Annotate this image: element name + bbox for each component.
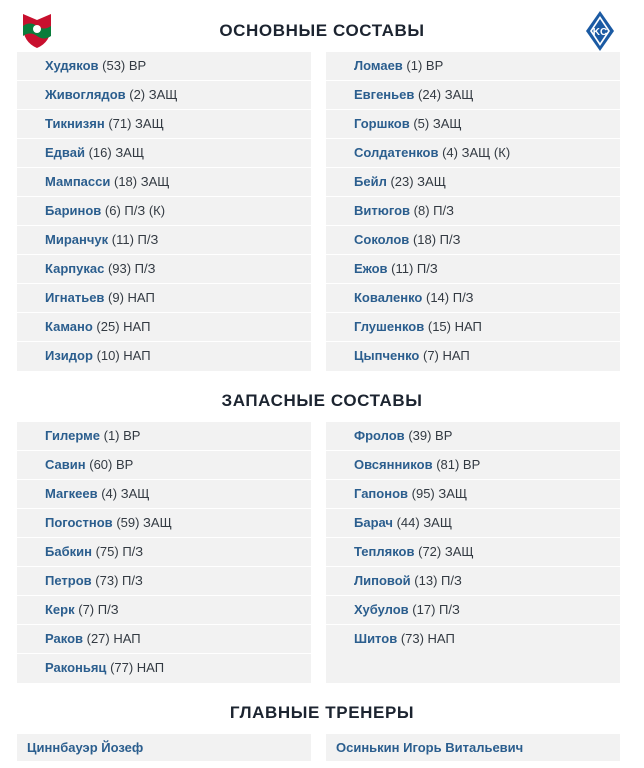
player-number-position: (95) ЗАЩ	[411, 486, 468, 501]
player-row	[326, 538, 620, 567]
player-row	[326, 625, 620, 654]
player-name-link[interactable]: Карпукас	[45, 261, 105, 276]
player-number-position: (17) П/З	[412, 602, 460, 617]
subs-away-list	[326, 422, 620, 683]
player-number-position: (7) П/З	[78, 602, 119, 617]
player-name-link[interactable]: Магкеев	[45, 486, 98, 501]
player-name-link[interactable]: Ломаев	[354, 58, 403, 73]
starting-lineups-title: ОСНОВНЫЕ СОСТАВЫ	[219, 21, 425, 40]
player-row	[326, 567, 620, 596]
player-number-position: (73) НАП	[400, 631, 455, 646]
player-number-position: (18) П/З	[412, 232, 461, 247]
player-name-link[interactable]: Цыпченко	[354, 348, 420, 363]
player-row	[17, 197, 311, 226]
player-number-position: (75) П/З	[95, 544, 144, 559]
player-number-position: (7) НАП	[422, 348, 470, 363]
player-name-link[interactable]: Игнатьев	[45, 290, 105, 305]
player-name-link[interactable]: Едвай	[45, 145, 85, 160]
player-name-link[interactable]: Липовой	[354, 573, 411, 588]
player-row	[326, 255, 620, 284]
player-row	[326, 422, 620, 451]
player-name-link[interactable]: Глушенков	[354, 319, 425, 334]
player-row	[326, 81, 620, 110]
player-row	[326, 226, 620, 255]
player-number-position: (39) ВР	[408, 428, 453, 443]
player-name-link[interactable]: Горшков	[354, 116, 410, 131]
player-name-link[interactable]: Гилерме	[45, 428, 100, 443]
player-number-position: (6) П/З (К)	[104, 203, 166, 218]
player-name-link[interactable]: Бабкин	[45, 544, 92, 559]
player-row	[17, 284, 311, 313]
player-number-position: (25) НАП	[96, 319, 151, 334]
player-row	[17, 451, 311, 480]
player-name-link[interactable]: Хубулов	[354, 602, 409, 617]
player-row	[17, 81, 311, 110]
player-number-position: (27) НАП	[86, 631, 141, 646]
player-row	[326, 342, 620, 371]
substitutes-title: ЗАПАСНЫЕ СОСТАВЫ	[221, 391, 423, 410]
player-name-link[interactable]: Гапонов	[354, 486, 409, 501]
player-row	[17, 168, 311, 197]
player-name-link[interactable]: Камано	[45, 319, 93, 334]
starting-away-list	[326, 52, 620, 371]
player-number-position: (24) ЗАЩ	[418, 87, 474, 102]
player-number-position: (14) П/З	[426, 290, 474, 305]
player-number-position: (15) НАП	[427, 319, 482, 334]
player-number-position: (23) ЗАЩ	[390, 174, 446, 189]
player-name-link[interactable]: Савин	[45, 457, 86, 472]
player-name-link[interactable]: Миранчук	[45, 232, 109, 247]
player-number-position: (77) НАП	[110, 660, 165, 675]
player-name-link[interactable]: Фролов	[354, 428, 405, 443]
player-row	[326, 480, 620, 509]
player-name-link[interactable]: Евгеньев	[354, 87, 415, 102]
player-row	[17, 226, 311, 255]
player-row	[17, 480, 311, 509]
player-row	[17, 52, 311, 81]
player-name-link[interactable]: Тикнизян	[45, 116, 105, 131]
player-row	[326, 313, 620, 342]
player-name-link[interactable]: Солдатенков	[354, 145, 439, 160]
head-coaches-title: ГЛАВНЫЕ ТРЕНЕРЫ	[229, 703, 415, 722]
player-row	[326, 596, 620, 625]
player-number-position: (53) ВР	[102, 58, 147, 73]
starting-home-list	[17, 52, 311, 371]
player-name-link[interactable]: Овсянников	[354, 457, 433, 472]
player-name-link[interactable]: Шитов	[354, 631, 398, 646]
player-name-link[interactable]: Раков	[45, 631, 83, 646]
player-row	[17, 313, 311, 342]
player-row	[326, 197, 620, 226]
player-row	[17, 255, 311, 284]
player-number-position: (11) П/З	[391, 261, 438, 276]
player-name-link[interactable]: Тепляков	[354, 544, 415, 559]
player-number-position: (59) ЗАЩ	[116, 515, 172, 530]
player-number-position: (2) ЗАЩ	[129, 87, 178, 102]
away-coach[interactable]: Осинькин Игорь Витальевич	[326, 734, 620, 761]
player-number-position: (8) П/З	[413, 203, 454, 218]
subs-home-list	[17, 422, 311, 683]
player-row	[17, 509, 311, 538]
player-number-position: (9) НАП	[108, 290, 155, 305]
player-name-link[interactable]: Барач	[354, 515, 393, 530]
player-row	[17, 567, 311, 596]
player-row	[326, 168, 620, 197]
player-name-link[interactable]: Раконьяц	[45, 660, 107, 675]
player-number-position: (72) ЗАЩ	[418, 544, 474, 559]
player-name-link[interactable]: Бейл	[354, 174, 387, 189]
player-number-position: (4) ЗАЩ	[101, 486, 150, 501]
player-name-link[interactable]: Мампасси	[45, 174, 111, 189]
player-number-position: (1) ВР	[103, 428, 141, 443]
player-name-link[interactable]: Ежов	[354, 261, 388, 276]
player-row	[17, 654, 311, 683]
player-number-position: (93) П/З	[107, 261, 156, 276]
player-row	[17, 625, 311, 654]
player-name-link[interactable]: Живоглядов	[45, 87, 126, 102]
krylia-sovetov-logo-text: KC	[592, 27, 608, 38]
player-row	[326, 509, 620, 538]
player-row	[17, 538, 311, 567]
player-row	[17, 139, 311, 168]
player-name-link[interactable]: Баринов	[45, 203, 102, 218]
player-row	[326, 139, 620, 168]
player-row	[17, 596, 311, 625]
player-name-link[interactable]: Коваленко	[354, 290, 423, 305]
player-row	[326, 451, 620, 480]
player-row	[326, 284, 620, 313]
player-name-link[interactable]: Петров	[45, 573, 92, 588]
player-number-position: (60) ВР	[89, 457, 134, 472]
player-number-position: (73) П/З	[95, 573, 143, 588]
player-number-position: (5) ЗАЩ	[413, 116, 462, 131]
player-number-position: (81) ВР	[436, 457, 481, 472]
player-row	[17, 110, 311, 139]
player-row	[326, 52, 620, 81]
player-number-position: (11) П/З	[111, 232, 159, 247]
player-number-position: (4) ЗАЩ (К)	[442, 145, 511, 160]
player-number-position: (10) НАП	[96, 348, 151, 363]
player-name-link[interactable]: Керк	[45, 602, 75, 617]
player-number-position: (13) П/З	[414, 573, 462, 588]
player-number-position: (71) ЗАЩ	[108, 116, 164, 131]
player-row	[17, 342, 311, 371]
player-row	[17, 422, 311, 451]
player-number-position: (16) ЗАЩ	[88, 145, 145, 160]
player-name-link[interactable]: Изидор	[45, 348, 93, 363]
player-number-position: (44) ЗАЩ	[396, 515, 453, 530]
player-name-link[interactable]: Худяков	[45, 58, 99, 73]
home-coach[interactable]: Циннбауэр Йозеф	[17, 734, 311, 761]
player-number-position: (1) ВР	[406, 58, 444, 73]
player-row	[326, 110, 620, 139]
player-name-link[interactable]: Витюгов	[354, 203, 411, 218]
player-number-position: (18) ЗАЩ	[114, 174, 170, 189]
player-name-link[interactable]: Погостнов	[45, 515, 113, 530]
player-name-link[interactable]: Соколов	[354, 232, 410, 247]
